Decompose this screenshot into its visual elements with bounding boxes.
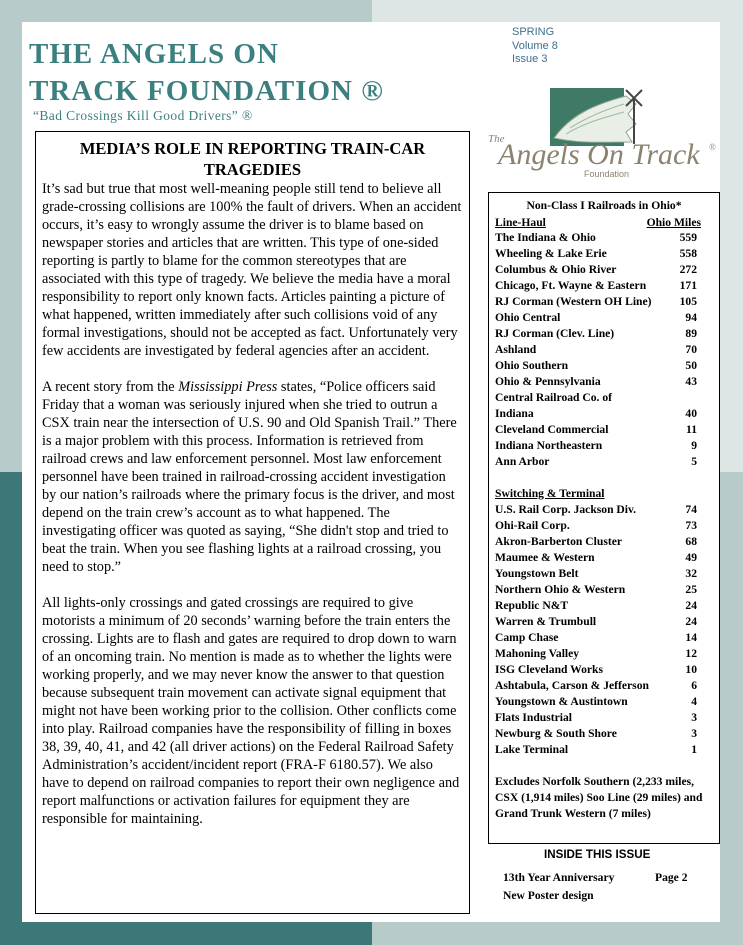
inside-item-label: 13th Year Anniversary xyxy=(503,871,615,884)
railroad-name: Newburg & South Shore xyxy=(495,727,617,740)
railroad-name: Indiana Northeastern xyxy=(495,439,603,452)
railroad-name: Akron-Barberton Cluster xyxy=(495,535,622,548)
railroad-row xyxy=(495,326,713,342)
railroad-miles: 558 xyxy=(679,247,697,260)
railroad-miles: 272 xyxy=(679,263,697,276)
railroad-row xyxy=(495,662,713,678)
railroad-name: Ohio Central xyxy=(495,311,561,324)
railroad-row xyxy=(495,246,713,262)
railroad-row xyxy=(495,710,713,726)
railroad-miles: 1 xyxy=(691,743,697,756)
railroad-miles: 12 xyxy=(685,647,697,660)
line-haul-header: Line-Haul xyxy=(495,216,546,229)
article-paragraph-3: All lights-only crossings and gated crossings are required to give motorists a minimum of 20 seconds’ warning before the train enters the crossing. Lights are to flash and gates are required to drop down to warn of an oncoming train. No mention is made as to whether the lights were working properly, and we may never know the answer to that question because subsequent train movement can activate signal equipment that might not have been working prior to the collision. Other conflicts come into play. Railroad companies have the responsibility of filling in boxes 38, 39, 40, 41, and 42 (all driver actions) on the Federal Railroad Safety Administration’s accident/incident report (FRA-F 6180.57). We also have to depend on railroad companies to report their own negligence and report malfunctions or activation failures for equipment they are responsible for maintaining. xyxy=(42,595,460,827)
railroad-miles: 94 xyxy=(685,311,697,324)
railroad-row xyxy=(495,422,713,438)
masthead-line-1: THE ANGELS ON xyxy=(29,38,279,70)
railroad-name: Columbus & Ohio River xyxy=(495,263,617,276)
railroad-name: U.S. Rail Corp. Jackson Div. xyxy=(495,503,637,516)
logo-text-the: The xyxy=(488,133,505,145)
article-title: MEDIA’S ROLE IN REPORTING TRAIN-CAR TRAGEDIES xyxy=(79,139,426,179)
railroad-miles: 5 xyxy=(691,455,697,468)
railroad-miles: 24 xyxy=(685,599,697,612)
railroad-name: Wheeling & Lake Erie xyxy=(495,247,607,260)
railroad-row xyxy=(495,582,713,598)
railroad-miles: 3 xyxy=(691,727,697,740)
article-paragraph-1: It’s sad but true that most well-meaning people still tend to believe all grade-crossing collisions are 100% the fault of drivers. When an accident occurs, it’s easy to wrongly assume the driver is to blame based on newspaper stories and articles that are written. This type of one-sided reporting is partly to blame for the common stereotypes that are associated with this type of tragedy. We believe the media have a moral responsibility to report only known facts. Articles painting a picture of what happened, written immediately after such collisions void of any formal investigations, should not be accepted as fact. Unfortunately very few accidents are investigated by federal agencies after an accident. xyxy=(42,181,462,359)
railroad-miles: 74 xyxy=(685,503,697,516)
railroad-row xyxy=(495,262,713,278)
railroad-name: The Indiana & Ohio xyxy=(495,231,596,244)
logo-graphic xyxy=(486,84,718,180)
main-article xyxy=(35,131,470,914)
railroad-miles: 49 xyxy=(685,551,697,564)
logo-registered: ® xyxy=(709,142,716,152)
sidebar-footnote: Excludes Norfolk Southern (2,233 miles, CSX (1,914 miles) Soo Line (29 miles) and Grand Trunk Western (7 miles) xyxy=(495,775,703,820)
railroad-miles: 105 xyxy=(679,295,697,308)
railroad-name: Central Railroad Co. of xyxy=(495,391,613,404)
railroad-miles: 70 xyxy=(685,343,697,356)
railroad-miles: 50 xyxy=(685,359,697,372)
railroad-row xyxy=(495,310,713,326)
railroad-row xyxy=(495,742,713,758)
railroad-sidebar xyxy=(488,192,720,844)
issue-season: SPRING xyxy=(512,26,555,38)
issue-info xyxy=(512,26,558,67)
railroad-row xyxy=(495,694,713,710)
railroad-name: Mahoning Valley xyxy=(495,647,580,660)
railroad-name: Ashtabula, Carson & Jefferson xyxy=(495,679,649,692)
masthead-title xyxy=(29,36,449,110)
railroad-miles: 68 xyxy=(685,535,697,548)
railroad-name: Ohio & Pennsylvania xyxy=(495,375,601,388)
source-publication: Mississippi Press xyxy=(178,379,278,395)
railroad-row xyxy=(495,566,713,582)
logo-text-sub: Foundation xyxy=(584,169,630,179)
railroad-name: Youngstown & Austintown xyxy=(495,695,628,708)
railroad-name: Ashland xyxy=(495,343,537,356)
issue-volume: Volume 8 xyxy=(512,39,558,52)
railroad-name: Northern Ohio & Western xyxy=(495,583,626,596)
railroad-name: ISG Cleveland Works xyxy=(495,663,604,676)
railroad-row xyxy=(495,278,713,294)
railroad-miles: 40 xyxy=(685,407,697,420)
inside-item-page: Page 2 xyxy=(655,871,688,884)
railroad-miles: 89 xyxy=(685,327,697,340)
railroad-miles: 3 xyxy=(691,711,697,724)
railroad-name: Ann Arbor xyxy=(495,455,550,468)
railroad-name: RJ Corman (Clev. Line) xyxy=(495,327,615,340)
angels-on-track-logo xyxy=(486,84,718,180)
railroad-row xyxy=(495,358,713,374)
railroad-row xyxy=(495,630,713,646)
railroad-row xyxy=(495,438,713,454)
railroad-miles: 43 xyxy=(685,375,697,388)
railroad-name: Lake Terminal xyxy=(495,743,569,756)
article-paragraph-2 xyxy=(42,378,463,576)
railroad-miles: 559 xyxy=(679,231,697,244)
railroad-miles: 73 xyxy=(685,519,697,532)
ohio-miles-header: Ohio Miles xyxy=(646,216,701,229)
line-haul-list xyxy=(495,230,713,470)
logo-text-main: Angels On Track xyxy=(498,138,700,171)
railroad-name: Ohio Southern xyxy=(495,359,569,372)
inside-item-label: New Poster design xyxy=(503,889,594,902)
railroad-miles: 14 xyxy=(685,631,697,644)
railroad-row xyxy=(495,678,713,694)
switching-terminal-header: Switching & Terminal xyxy=(495,487,605,500)
sidebar-column-headers xyxy=(495,215,713,230)
masthead xyxy=(29,36,449,110)
railroad-name: RJ Corman (Western OH Line) xyxy=(495,295,652,308)
railroad-row xyxy=(495,502,713,518)
tagline: “Bad Crossings Kill Good Drivers” ® xyxy=(33,108,253,123)
railroad-row xyxy=(495,614,713,630)
issue-number: Issue 3 xyxy=(512,53,548,65)
railroad-miles: 32 xyxy=(685,567,697,580)
railroad-row xyxy=(495,534,713,550)
railroad-name: Camp Chase xyxy=(495,631,559,644)
railroad-row xyxy=(495,726,713,742)
railroad-row xyxy=(495,518,713,534)
railroad-miles: 10 xyxy=(685,663,697,676)
railroad-row xyxy=(495,454,713,470)
railroad-name: Maumee & Western xyxy=(495,551,595,564)
paragraph-2-prefix: A recent story from the xyxy=(42,379,179,395)
railroad-row xyxy=(495,646,713,662)
railroad-row xyxy=(495,342,713,358)
railroad-miles: 9 xyxy=(691,439,697,452)
railroad-miles: 171 xyxy=(679,279,697,292)
railroad-name: Flats Industrial xyxy=(495,711,572,724)
railroad-name: Warren & Trumbull xyxy=(495,615,597,628)
railroad-name: Indiana xyxy=(495,407,534,420)
masthead-line-2: TRACK FOUNDATION ® xyxy=(29,75,384,107)
railroad-miles xyxy=(669,390,697,406)
paragraph-2-body: states, “Police officers said Friday that a woman was seriously injured when she tried to outrun a CSX train near the intersection of U.S. 90 and Old Spanish Trail.” There is a major problem with this process. Information is retrieved from railroad crews and law enforcement personnel. Most law enforcement personnel have been trained in railroad-crossing accident investigation by our nation’s railroads where the primary focus is the driver, and most depend on the train crew’s account as to what happened. The investigating officer was quoted as saying, “She didn't stop and tried to beat the train. When you see flashing lights at a railroad crossing, you need to stop.” xyxy=(42,379,457,575)
railroad-miles: 4 xyxy=(691,695,697,708)
railroad-row xyxy=(495,374,713,390)
railroad-miles: 25 xyxy=(685,583,697,596)
railroad-miles: 6 xyxy=(691,679,697,692)
inside-this-issue-title: INSIDE THIS ISSUE xyxy=(544,848,651,861)
railroad-miles: 11 xyxy=(686,423,697,436)
railroad-row xyxy=(495,230,713,246)
railroad-row xyxy=(495,390,713,406)
railroad-row xyxy=(495,406,713,422)
railroad-row xyxy=(495,294,713,310)
railroad-name: Republic N&T xyxy=(495,599,569,612)
railroad-row xyxy=(495,550,713,566)
railroad-row xyxy=(495,598,713,614)
railroad-name: Youngstown Belt xyxy=(495,567,579,580)
railroad-miles: 24 xyxy=(685,615,697,628)
railroad-name: Cleveland Commercial xyxy=(495,423,609,436)
sidebar-title: Non-Class I Railroads in Ohio* xyxy=(526,199,682,212)
railroad-name: Chicago, Ft. Wayne & Eastern xyxy=(495,279,647,292)
railroad-name: Ohi-Rail Corp. xyxy=(495,519,570,532)
switching-list xyxy=(495,502,713,758)
